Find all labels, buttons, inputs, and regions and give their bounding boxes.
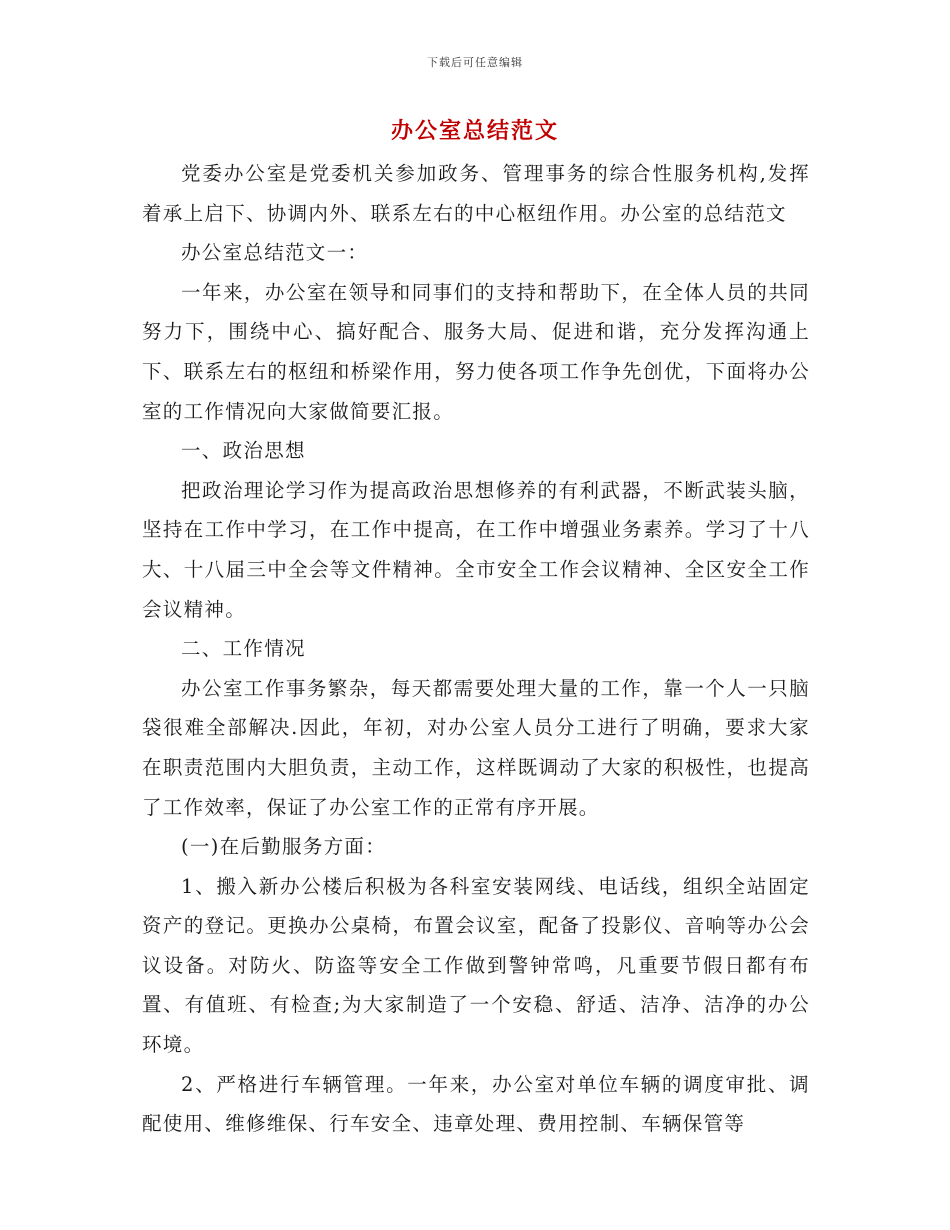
paragraph-section-heading: 办公室总结范文一：: [181, 241, 369, 265]
header-note: 下载后可任意编辑: [427, 56, 523, 69]
heading-logistics-service: (一)在后勤服务方面：: [181, 835, 387, 859]
paragraph-work-situation: 办公室工作事务繁杂，每天都需要处理大量的工作，靠一个人一只脑袋很难全部解决.因此，年初，对办公室人员分工进行了明确，要求大家在职责范围内大胆负责，主动工作，这样既调动了大家的积极性，也提高了工作效率，保证了办公室工作的正常有序开展。: [142, 676, 810, 819]
document-title: 办公室总结范文: [390, 118, 559, 144]
heading-work-situation: 二、工作情况: [181, 637, 306, 661]
paragraph-intro: 党委办公室是党委机关参加政务、管理事务的综合性服务机构,发挥着承上启下、协调内外、联系左右的中心枢纽作用。办公室的总结范文: [142, 162, 810, 225]
heading-political-thought: 一、政治思想: [181, 439, 306, 463]
paragraph-overview: 一年来，办公室在领导和同事们的支持和帮助下，在全体人员的共同努力下，围绕中心、搞好配合、服务大局、促进和谐，充分发挥沟通上下、联系左右的枢纽和桥梁作用，努力使各项工作争先创优，下面将办公室的工作情况向大家做简要汇报。: [142, 280, 810, 423]
paragraph-political-thought: 把政治理论学习作为提高政治思想修养的有利武器，不断武装头脑，坚持在工作中学习，在工作中提高，在工作中增强业务素养。学习了十八大、十八届三中全会等文件精神。全市安全工作会议精神、全区安全工作会议精神。: [142, 478, 810, 621]
paragraph-item-2: 2、严格进行车辆管理。一年来，办公室对单位车辆的调度审批、调配使用、维修维保、行车安全、违章处理、费用控制、车辆保管等: [142, 1072, 810, 1136]
paragraph-item-1: 1、搬入新办公楼后积极为各科室安装网线、电话线，组织全站固定资产的登记。更换办公桌椅，布置会议室，配备了投影仪、音响等办公会议设备。对防火、防盗等安全工作做到警钟常鸣，凡重要节假日都有布置、有值班、有检查;为大家制造了一个安稳、舒适、洁净、洁净的办公环境。: [142, 874, 810, 1057]
document-body: [142, 154, 810, 1144]
